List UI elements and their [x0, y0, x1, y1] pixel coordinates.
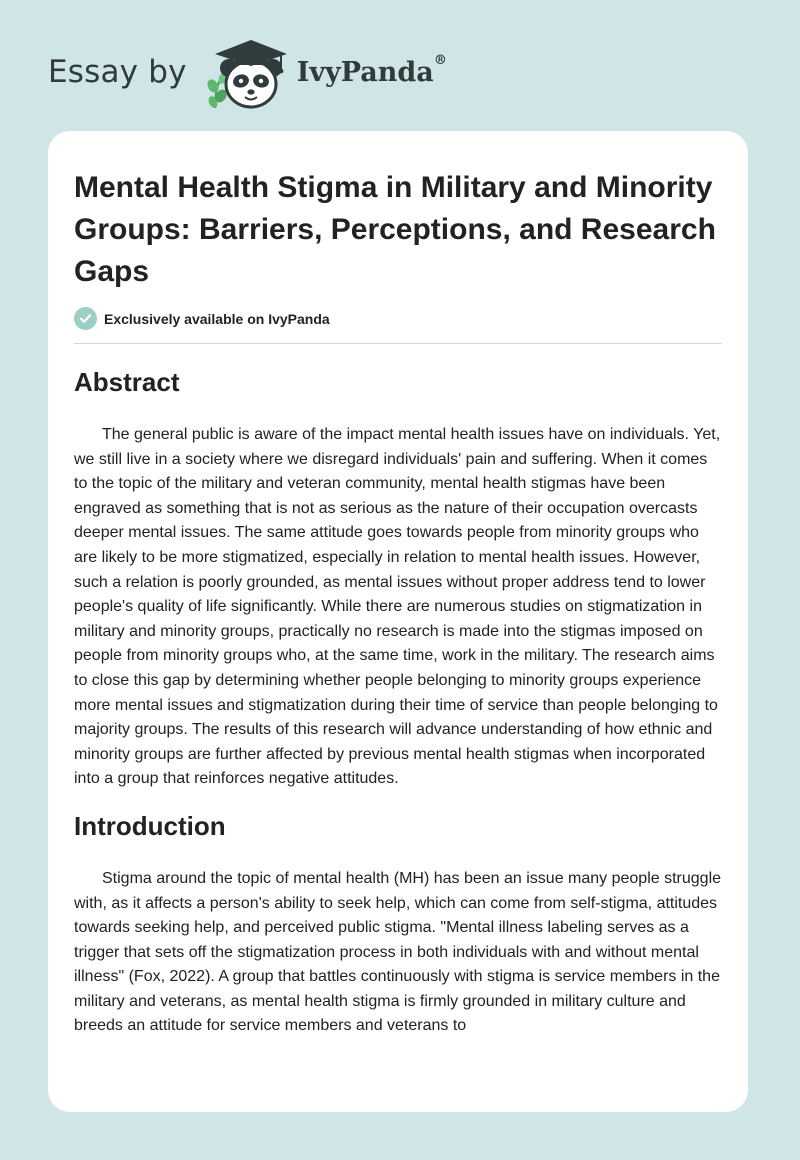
article-title: Mental Health Stigma in Military and Minority Groups: Barriers, Perceptions, and Research Gaps [74, 171, 716, 288]
exclusive-label: Exclusively available on IvyPanda [104, 310, 330, 327]
article-card [48, 131, 748, 1112]
brand-name: IvyPanda® [296, 52, 447, 88]
brand-prefix: Essay by [48, 54, 187, 90]
brand-header [48, 34, 447, 110]
section-body-introduction: Stigma around the topic of mental health (MH) has been an issue many people struggle with, as it affects a person's ability to seek help, which can come from self-stigma, attitudes towards seeking help, and perceived public stigma. "Mental illness labeling serves as a trigger that sets off the stigmatization process in both individuals with and without mental illness" (Fox, 2022). A group that battles continuously with stigma is service members in the military and veterans, as mental health stigma is firmly grounded in military culture and breeds an attitude for service members and veterans to [74, 869, 722, 1035]
section-heading-abstract: Abstract [74, 367, 180, 397]
exclusive-badge [74, 307, 722, 344]
check-circle-icon [74, 307, 97, 330]
section-heading-introduction: Introduction [74, 810, 226, 841]
section-body-abstract: The general public is aware of the impact mental health issues have on individuals. Yet, we still live in a society where we disregard individuals' pain and suffering. When it comes to the topic of the military and veteran community, mental health stigmas have been engraved as something that is not as serious as the nature of their occupation overcasts deeper mental issues. The same attitude goes towards people from minority groups who are likely to be more stigmatized, especially in relation to mental health issues. However, such a relation is poorly grounded, as mental issues without proper address tend to lower people's quality of life significantly. While there are numerous studies on stigmatization in military and minority groups, practically no research is made into the stigmas imposed on people from minority groups who, at the same time, work in the military. The research aims to close this gap by determining whether people belonging to minority groups experience more mental issues and stigmatization during their time of service than people belonging to majority groups. The results of this research will advance understanding of how ethnic and minority groups are further affected by previous mental health stigmas when incorporated into a group that reinforces negative attitudes. [74, 426, 721, 788]
panda-graduate-icon [201, 34, 293, 110]
